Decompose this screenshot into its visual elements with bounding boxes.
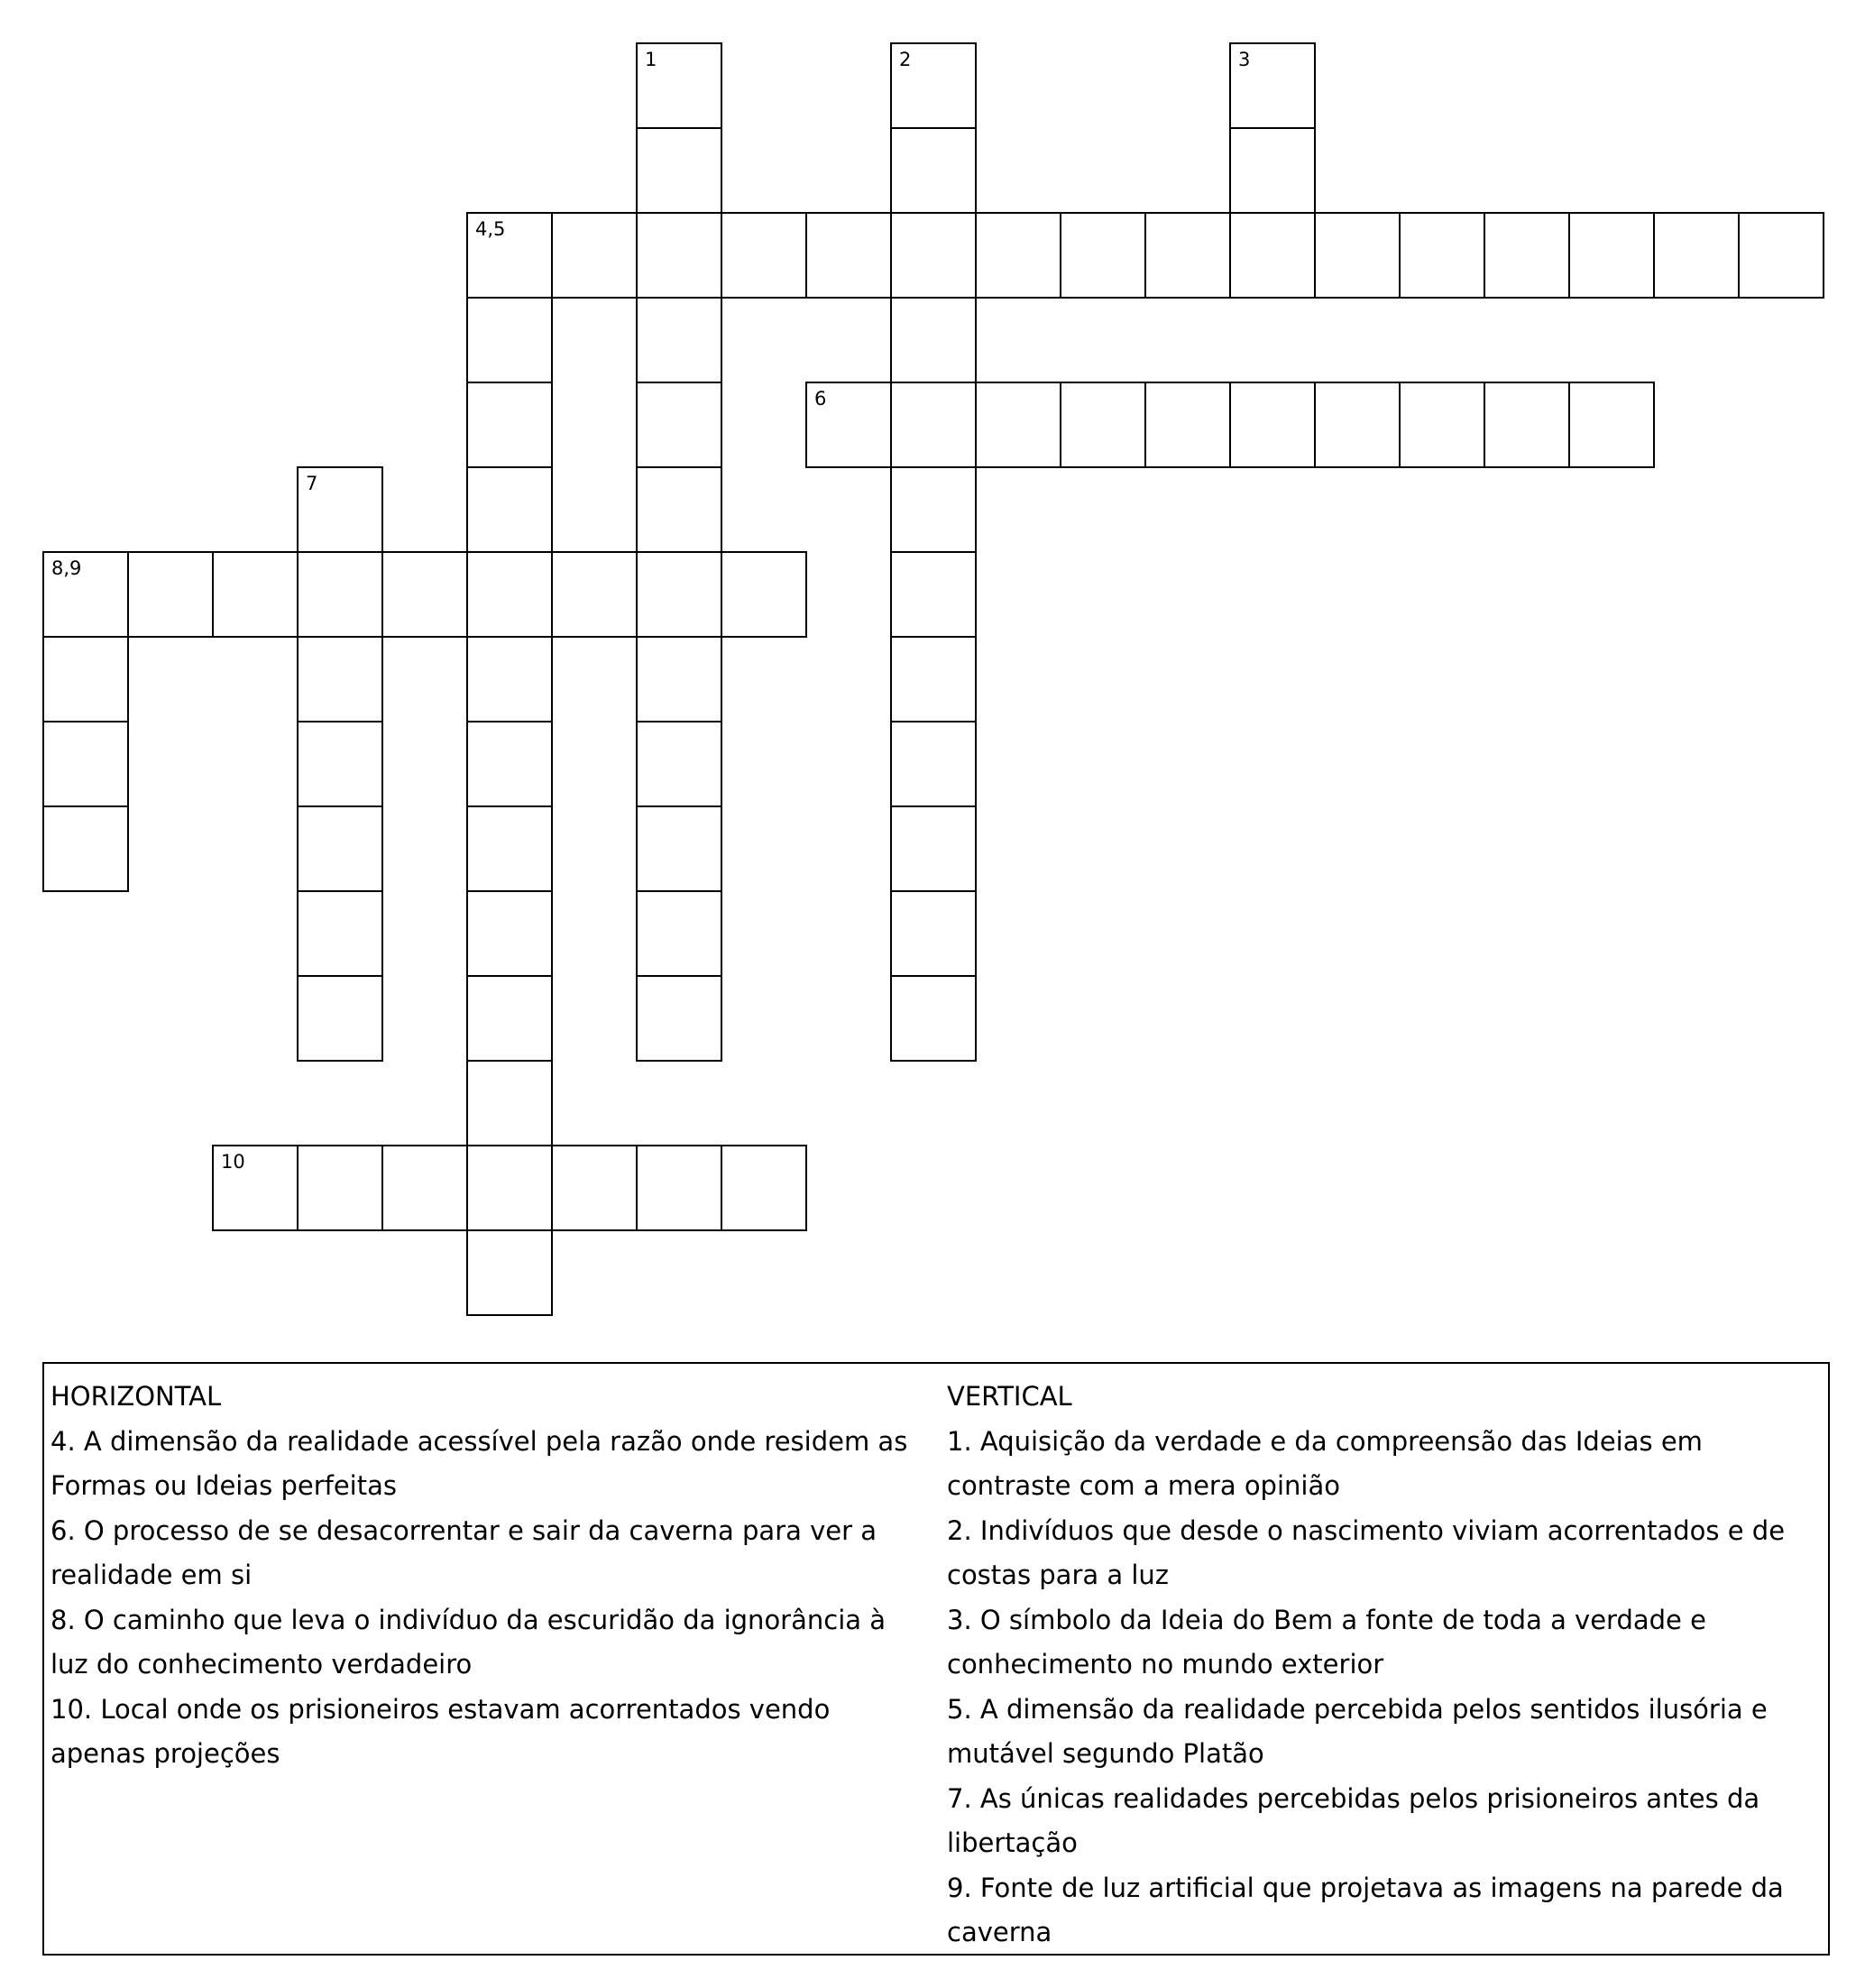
grid-cell[interactable] (1229, 127, 1316, 214)
grid-cell[interactable] (466, 721, 553, 807)
grid-cell[interactable] (890, 721, 977, 807)
clues-panel (42, 1362, 1830, 1956)
grid-cell[interactable] (1484, 212, 1570, 299)
grid-cell[interactable] (636, 721, 722, 807)
grid-cell[interactable] (636, 127, 722, 214)
grid-cell[interactable] (466, 1060, 553, 1146)
grid-cell[interactable] (1399, 212, 1485, 299)
grid-cell[interactable] (721, 1145, 807, 1231)
grid-cell[interactable] (466, 636, 553, 722)
grid-cell[interactable] (551, 551, 638, 638)
grid-cell[interactable] (466, 212, 553, 299)
grid-cell[interactable] (297, 636, 383, 722)
grid-cell[interactable] (721, 551, 807, 638)
grid-cell[interactable] (890, 890, 977, 977)
grid-cell[interactable] (127, 551, 214, 638)
grid-cell[interactable] (466, 297, 553, 383)
grid-cell[interactable] (890, 42, 977, 129)
grid-cell[interactable] (1314, 212, 1401, 299)
grid-cell[interactable] (297, 805, 383, 892)
grid-cell[interactable] (1229, 382, 1316, 468)
clue-item: 8. O caminho que leva o indivíduo da escuridão da ignorância à luz do conhecimento verdadeiro (51, 1604, 887, 1680)
grid-cell[interactable] (42, 551, 129, 638)
clue-number: 8,9 (51, 557, 82, 579)
grid-cell[interactable] (1060, 382, 1146, 468)
grid-cell[interactable] (1314, 382, 1401, 468)
grid-cell[interactable] (297, 721, 383, 807)
grid-cell[interactable] (466, 466, 553, 553)
grid-cell[interactable] (1653, 212, 1740, 299)
grid-cell[interactable] (890, 127, 977, 214)
grid-cell[interactable] (297, 551, 383, 638)
grid-cell[interactable] (466, 382, 553, 468)
grid-cell[interactable] (297, 466, 383, 553)
grid-cell[interactable] (212, 1145, 299, 1231)
clue-number: 1 (645, 49, 657, 70)
grid-cell[interactable] (890, 466, 977, 553)
grid-cell[interactable] (212, 551, 299, 638)
grid-cell[interactable] (890, 805, 977, 892)
grid-cell[interactable] (636, 975, 722, 1062)
grid-cell[interactable] (636, 382, 722, 468)
grid-cell[interactable] (551, 1145, 638, 1231)
clue-number: 7 (306, 473, 318, 494)
vertical-clues (947, 1375, 1826, 1956)
grid-cell[interactable] (1568, 382, 1655, 468)
vertical-heading: VERTICAL (947, 1381, 1072, 1412)
grid-cell[interactable] (1144, 212, 1231, 299)
grid-cell[interactable] (890, 551, 977, 638)
grid-cell[interactable] (1144, 382, 1231, 468)
grid-cell[interactable] (805, 382, 892, 468)
grid-cell[interactable] (1738, 212, 1824, 299)
grid-cell[interactable] (636, 636, 722, 722)
grid-cell[interactable] (636, 890, 722, 977)
clue-item: 1. Aquisição da verdade e da compreensão das Ideias em contraste com a mera opinião (947, 1425, 1703, 1501)
clue-item: 3. O símbolo da Ideia do Bem a fonte de toda a verdade e conhecimento no mundo exterior (947, 1604, 1706, 1680)
grid-cell[interactable] (636, 551, 722, 638)
grid-cell[interactable] (466, 1145, 553, 1231)
grid-cell[interactable] (890, 975, 977, 1062)
clue-item: 6. O processo de se desacorrentar e sair da caverna para ver a realidade em si (51, 1514, 877, 1590)
grid-cell[interactable] (1060, 212, 1146, 299)
grid-cell[interactable] (466, 975, 553, 1062)
clue-number: 2 (899, 49, 912, 70)
grid-cell[interactable] (381, 551, 468, 638)
grid-cell[interactable] (297, 975, 383, 1062)
grid-cell[interactable] (636, 466, 722, 553)
clue-item: 10. Local onde os prisioneiros estavam acorrentados vendo apenas projeções (51, 1693, 831, 1769)
grid-cell[interactable] (466, 805, 553, 892)
grid-cell[interactable] (636, 805, 722, 892)
horizontal-heading: HORIZONTAL (51, 1381, 222, 1412)
grid-cell[interactable] (636, 1145, 722, 1231)
clue-item: 7. As únicas realidades percebidas pelos prisioneiros antes da libertação (947, 1782, 1760, 1858)
clue-number: 6 (814, 388, 827, 410)
grid-cell[interactable] (975, 382, 1061, 468)
grid-cell[interactable] (297, 1145, 383, 1231)
grid-cell[interactable] (890, 382, 977, 468)
grid-cell[interactable] (1568, 212, 1655, 299)
horizontal-clues (51, 1375, 930, 1777)
clue-item: 4. A dimensão da realidade acessível pela razão onde residem as Formas ou Ideias perfeitas (51, 1425, 908, 1501)
clue-number: 3 (1238, 49, 1251, 70)
grid-cell[interactable] (636, 212, 722, 299)
grid-cell[interactable] (975, 212, 1061, 299)
grid-cell[interactable] (1399, 382, 1485, 468)
grid-cell[interactable] (890, 297, 977, 383)
grid-cell[interactable] (466, 890, 553, 977)
grid-cell[interactable] (1484, 382, 1570, 468)
grid-cell[interactable] (1229, 212, 1316, 299)
grid-cell[interactable] (636, 42, 722, 129)
grid-cell[interactable] (42, 721, 129, 807)
grid-cell[interactable] (551, 212, 638, 299)
grid-cell[interactable] (890, 636, 977, 722)
clue-item: 2. Indivíduos que desde o nascimento viviam acorrentados e de costas para a luz (947, 1514, 1786, 1590)
grid-cell[interactable] (42, 636, 129, 722)
grid-cell[interactable] (381, 1145, 468, 1231)
grid-cell[interactable] (466, 1229, 553, 1316)
clue-item: 9. Fonte de luz artificial que projetava as imagens na parede da caverna (947, 1872, 1784, 1947)
grid-cell[interactable] (297, 890, 383, 977)
grid-cell[interactable] (42, 805, 129, 892)
clue-number: 4,5 (475, 218, 506, 240)
grid-cell[interactable] (636, 297, 722, 383)
clue-number: 10 (221, 1151, 245, 1173)
grid-cell[interactable] (1229, 42, 1316, 129)
grid-cell[interactable] (466, 551, 553, 638)
clue-item: 5. A dimensão da realidade percebida pelos sentidos ilusória e mutável segundo Platão (947, 1693, 1768, 1769)
grid-cell[interactable] (805, 212, 892, 299)
grid-cell[interactable] (721, 212, 807, 299)
grid-cell[interactable] (890, 212, 977, 299)
